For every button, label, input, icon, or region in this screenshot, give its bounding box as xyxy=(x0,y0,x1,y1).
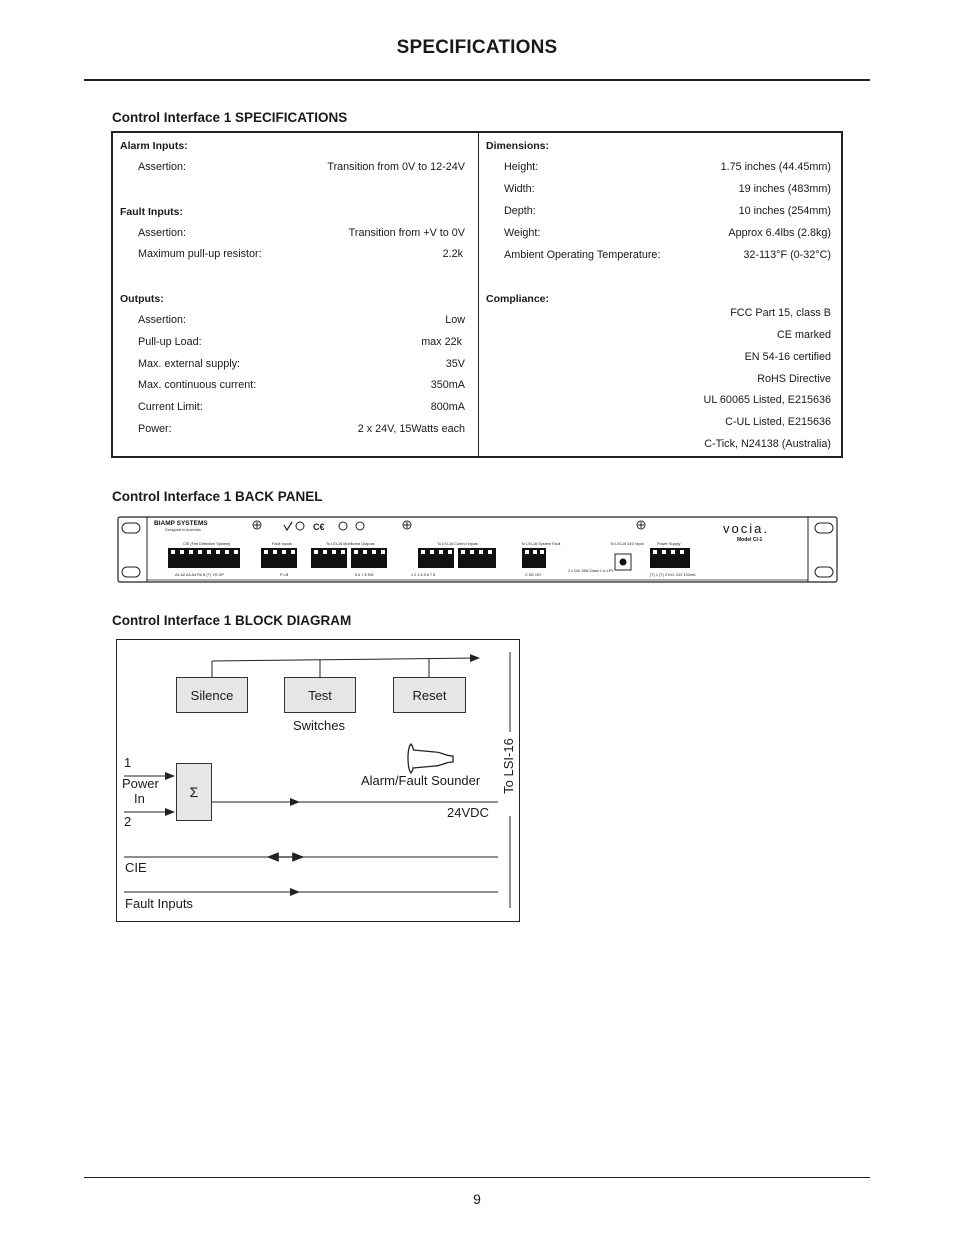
spec-value: Transition from 0V to 12-24V xyxy=(327,161,465,173)
cie-label: CIE xyxy=(125,860,147,875)
back-panel-illustration xyxy=(117,516,838,583)
spec-label: Max. continuous current: xyxy=(138,379,257,391)
spec-value: 32-113°F (0-32°C) xyxy=(743,249,831,261)
spec-row xyxy=(113,227,465,243)
spec-row xyxy=(479,183,831,199)
vdc-label: 24VDC xyxy=(447,805,489,820)
compliance-item: C-UL Listed, E215636 xyxy=(725,416,831,428)
power-in-label-2: In xyxy=(134,791,145,806)
pin-labels-power: (T) 1 (T) 2 Ext. 24V 100mA xyxy=(650,573,696,577)
summing-block: Σ xyxy=(176,763,212,821)
spec-row xyxy=(113,336,462,352)
spec-label: Pull-up Load: xyxy=(138,336,202,348)
spec-table xyxy=(111,131,843,458)
group-label-control: To LSI-16 Control Inputs xyxy=(437,542,478,546)
compliance-item: EN 54-16 certified xyxy=(744,351,831,363)
spec-label: Current Limit: xyxy=(138,401,203,413)
spec-value: 19 inches (483mm) xyxy=(738,183,831,195)
compliance-item: RoHS Directive xyxy=(757,373,831,385)
compliance-item: UL 60065 Listed, E215636 xyxy=(703,394,831,406)
spec-row xyxy=(113,379,465,395)
power-input-2-label: 2 xyxy=(124,814,132,829)
spec-value: 2.2k xyxy=(442,248,463,260)
brand-sub-label: Designed in Australia xyxy=(165,528,201,532)
spec-value: Low xyxy=(445,314,465,326)
pin-labels-control: 1 2 3 4 5 6 7 8 xyxy=(411,573,436,577)
group-label-power: Power Supply xyxy=(657,542,681,546)
pin-labels-dc-note: 2 x 24V 15W Class 2 or LPS xyxy=(568,569,614,573)
vocia-logo: vocia. xyxy=(723,521,769,536)
spec-label: Height: xyxy=(504,161,539,173)
spec-row xyxy=(113,358,465,374)
svg-text:C€: C€ xyxy=(313,522,325,532)
screw-icon xyxy=(637,521,645,529)
block-diagram xyxy=(116,639,520,922)
alarm-inputs-title: Alarm Inputs: xyxy=(120,140,188,152)
spec-value: 2 x 24V, 15Watts each xyxy=(357,423,465,435)
spec-row xyxy=(113,423,465,439)
pin-labels-monitored: 5 6 7 8 SM xyxy=(355,573,374,577)
spec-row xyxy=(113,161,465,177)
spec-value: 10 inches (254mm) xyxy=(738,205,831,217)
group-label-fault: Fault Inputs xyxy=(272,542,292,546)
page-number: 9 xyxy=(473,1191,481,1207)
power-input-1-label: 1 xyxy=(124,755,132,770)
spec-value: 35V xyxy=(445,358,465,370)
spec-label: Max. external supply: xyxy=(138,358,241,370)
rack-slot-icon xyxy=(815,523,833,533)
block-diagram-heading: Control Interface 1 BLOCK DIAGRAM xyxy=(112,613,352,628)
spec-row xyxy=(479,249,831,265)
to-lsi-16-label: To LSI-16 xyxy=(501,738,516,794)
spec-row xyxy=(479,205,831,221)
compliance-item: FCC Part 15, class B xyxy=(730,307,831,319)
compliance-title: Compliance: xyxy=(486,293,550,305)
spec-value: max 22k xyxy=(421,336,462,348)
fault-inputs-label: Fault Inputs xyxy=(125,896,193,911)
spec-row xyxy=(113,401,465,417)
model-label: Model CI-1 xyxy=(737,537,763,543)
screw-icon xyxy=(253,521,261,529)
rack-slot-icon xyxy=(122,523,140,533)
spec-label: Weight: xyxy=(504,227,541,239)
spec-label: Depth: xyxy=(504,205,536,217)
compliance-item: CE marked xyxy=(776,329,831,341)
page-title: SPECIFICATIONS xyxy=(396,37,558,58)
spec-label: Maximum pull-up resistor: xyxy=(138,248,262,260)
switch-bus-arrow xyxy=(212,658,479,661)
pin-labels-fault: P LB xyxy=(280,573,289,577)
outputs-title: Outputs: xyxy=(120,293,164,305)
reset-switch: Reset xyxy=(393,677,466,713)
screw-icon xyxy=(403,521,411,529)
spec-row xyxy=(113,248,463,264)
spec-value: 1.75 inches (44.45mm) xyxy=(720,161,831,173)
spec-row xyxy=(479,227,831,243)
spec-value: 800mA xyxy=(430,401,465,413)
spec-label: Width: xyxy=(504,183,535,195)
group-label-system-fault: To LSI-16 System Fault xyxy=(521,542,561,546)
dimensions-title: Dimensions: xyxy=(486,140,550,152)
spec-row xyxy=(479,161,831,177)
rack-slot-icon xyxy=(122,567,140,577)
spec-row xyxy=(113,314,465,330)
spec-label: Power: xyxy=(138,423,172,435)
spec-divider xyxy=(478,133,479,456)
silence-switch: Silence xyxy=(176,677,248,713)
spec-value: Transition from +V to 0V xyxy=(348,227,465,239)
switches-label: Switches xyxy=(293,718,346,733)
spec-label: Ambient Operating Temperature: xyxy=(504,249,661,261)
spec-label: Assertion: xyxy=(138,161,187,173)
group-label-monitored: To LSI-16 Monitored Outputs xyxy=(326,542,375,546)
spec-label: Assertion: xyxy=(138,314,187,326)
pin-labels-cie: A1 A2 A3 A4 Rs B (T) VS OP xyxy=(175,573,224,577)
bottom-rule xyxy=(84,1177,870,1178)
pin-labels-system-fault: C NC NO xyxy=(525,573,542,577)
power-in-label: Power xyxy=(122,776,159,791)
sounder-horn-icon xyxy=(408,744,453,773)
test-switch: Test xyxy=(284,677,356,713)
spec-value: 350mA xyxy=(430,379,465,391)
fault-inputs-title: Fault Inputs: xyxy=(120,206,183,218)
group-label-cie: CIE (Fire Detection System) xyxy=(183,542,231,546)
brand-label: BIAMP SYSTEMS xyxy=(154,520,208,527)
group-label-dc-input: To LSI-16 24V Input xyxy=(610,542,644,546)
spec-value: Approx 6.4lbs (2.8kg) xyxy=(728,227,831,239)
rack-slot-icon xyxy=(815,567,833,577)
compliance-item: C-Tick, N24138 (Australia) xyxy=(704,438,831,450)
sounder-label: Alarm/Fault Sounder xyxy=(361,773,481,788)
back-panel-heading: Control Interface 1 BACK PANEL xyxy=(112,489,323,504)
spec-label: Assertion: xyxy=(138,227,187,239)
spec-heading: Control Interface 1 SPECIFICATIONS xyxy=(112,110,348,125)
top-rule xyxy=(84,79,870,81)
